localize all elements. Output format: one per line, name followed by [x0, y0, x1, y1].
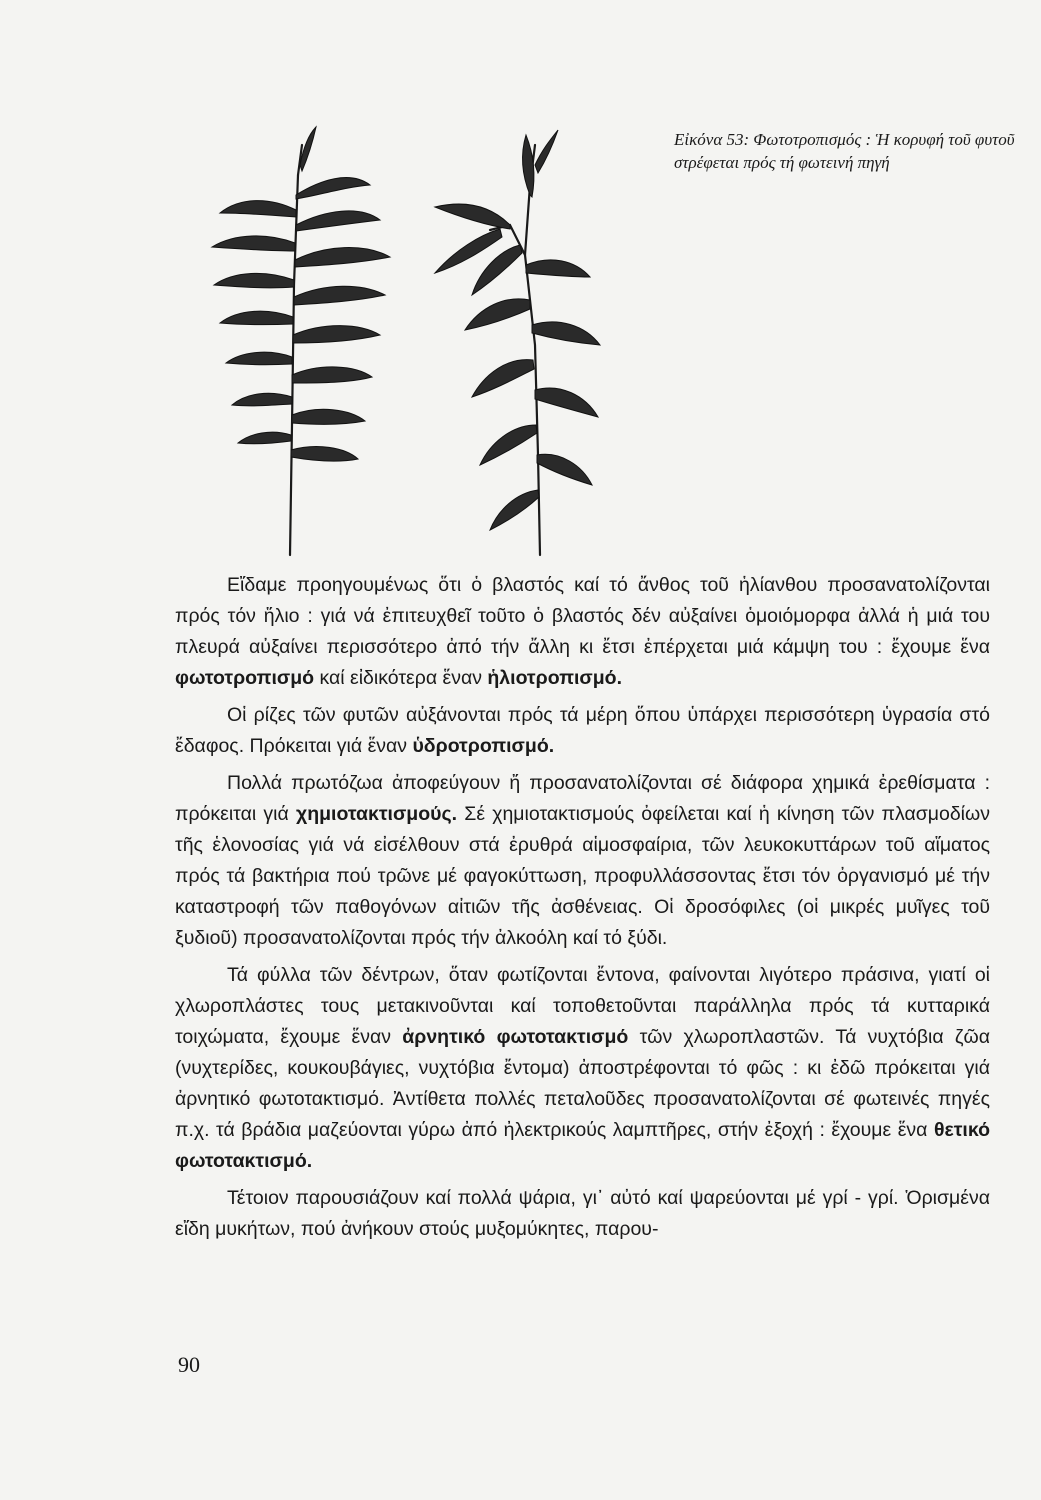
bold-term: χημιοτακτισμούς. [295, 803, 458, 825]
text-run: Σέ χημιοτακτισμούς ὀφείλεται καί ἡ κίνηση τῶν πλασμοδίων τῆς ἑλονοσίας γιά νά εἰσέλθουν στά ἐρυθρά αἱμοσφαίρια, τῶν λευκοκυττάρων τοῦ αἵματος πρός τά βακτήρια πού τρῶνε μέ φαγοκύττωση, προφυλλάσσοντας ἔτσι τόν ὀργανισμό μέ τήν καταστροφή τῶν παθογόνων αἰτιῶν τῆς ἀσθένειας. Οἱ δροσόφιλες (οἱ μικρές μυῖγες τοῦ ξυδιοῦ) προσανατολίζονται πρός τήν ἀλκοόλη καί τό ξύδι. [175, 803, 990, 949]
plant-figure [190, 125, 690, 565]
bold-term: ὑδροτροπισμό. [412, 735, 555, 757]
bold-term: φωτοτροπισμό [175, 667, 315, 689]
paragraph [175, 570, 990, 694]
page-number: 90 [178, 1352, 200, 1377]
text-run: Οἱ ρίζες τῶν φυτῶν αὐξάνονται πρός τά μέρη ὅπου ὑπάρχει περισσότερη ὑγρασία στό ἔδαφος. Πρόκειται γιά ἕναν [175, 704, 990, 757]
text-run: καί εἰδικότερα ἕναν [314, 667, 488, 689]
bold-term: θετικό φωτοτακτισμό. [175, 1119, 990, 1172]
figure-caption: Εἰκόνα 53: Φωτοτροπισμός : Ἡ κορυφή τοῦ φυτοῦ στρέφεται πρός τή φωτεινή πηγή [674, 130, 1015, 172]
body-text [175, 570, 990, 1251]
bold-term: ἀρνητικό φωτοτακτισμό [402, 1026, 629, 1048]
text-run: Πολλά πρωτόζωα ἀποφεύγουν ἤ προσανατολίζονται σέ διάφορα χημικά ἐρεθίσματα : πρόκειται γιά [175, 772, 990, 825]
text-run: τῶν χλωροπλαστῶν. Τά νυχτόβια ζῶα (νυχτερίδες, κουκουβάγιες, νυχτόβια ἔντομα) ἀποστρέφονται τό φῶς : κι ἐδῶ πρόκειται γιά ἀρνητικό φωτοτακτισμό. Ἀντίθετα πολλές πεταλοῦδες προσανατολίζονται σέ φωτεινές πηγές π.χ. τά βράδια μαζεύονται γύρω ἀπό ἠλεκτρικούς λαμπτῆρες, στήν ἐξοχή : ἔχουμε ἕνα [175, 1026, 990, 1141]
bold-term: ἡλιοτροπισμό. [487, 667, 623, 689]
text-run: Εἴδαμε προηγουμένως ὅτι ὁ βλαστός καί τό ἄνθος τοῦ ἡλίανθου προσανατολίζονται πρός τόν ἥλιο : γιά νά ἐπιτευχθεῖ τοῦτο ὁ βλαστός δέν αὐξαίνει ὁμοιόμορφα ἀλλά ἡ μιά του πλευρά αὐξαίνει περισσότερο ἀπό τήν ἄλλη κι ἔτσι ἐπέρχεται μιά κάμψη του : ἔχουμε ἕνα [175, 574, 990, 658]
text-run: Τέτοιον παρουσιάζουν καί πολλά ψάρια, γι᾽ αὐτό καί ψαρεύονται μέ γρί - γρί. Ὁρισμένα εἴδη μυκήτων, πού ἀνήκουν στούς μυξομύκητες, παρου- [175, 1187, 990, 1240]
paragraph [175, 768, 990, 954]
paragraph [175, 960, 990, 1177]
paragraph [175, 700, 990, 762]
text-run: Τά φύλλα τῶν δέντρων, ὅταν φωτίζονται ἔντονα, φαίνονται λιγότερο πράσινα, γιατί οἱ χλωροπλάστες τους μετακινοῦνται καί τοποθετοῦνται παράλληλα πρός τά κυτταρικά τοιχώματα, ἔχουμε ἕναν [175, 964, 990, 1048]
paragraph [175, 1183, 990, 1245]
plant-stems-illustration-icon [190, 125, 690, 565]
